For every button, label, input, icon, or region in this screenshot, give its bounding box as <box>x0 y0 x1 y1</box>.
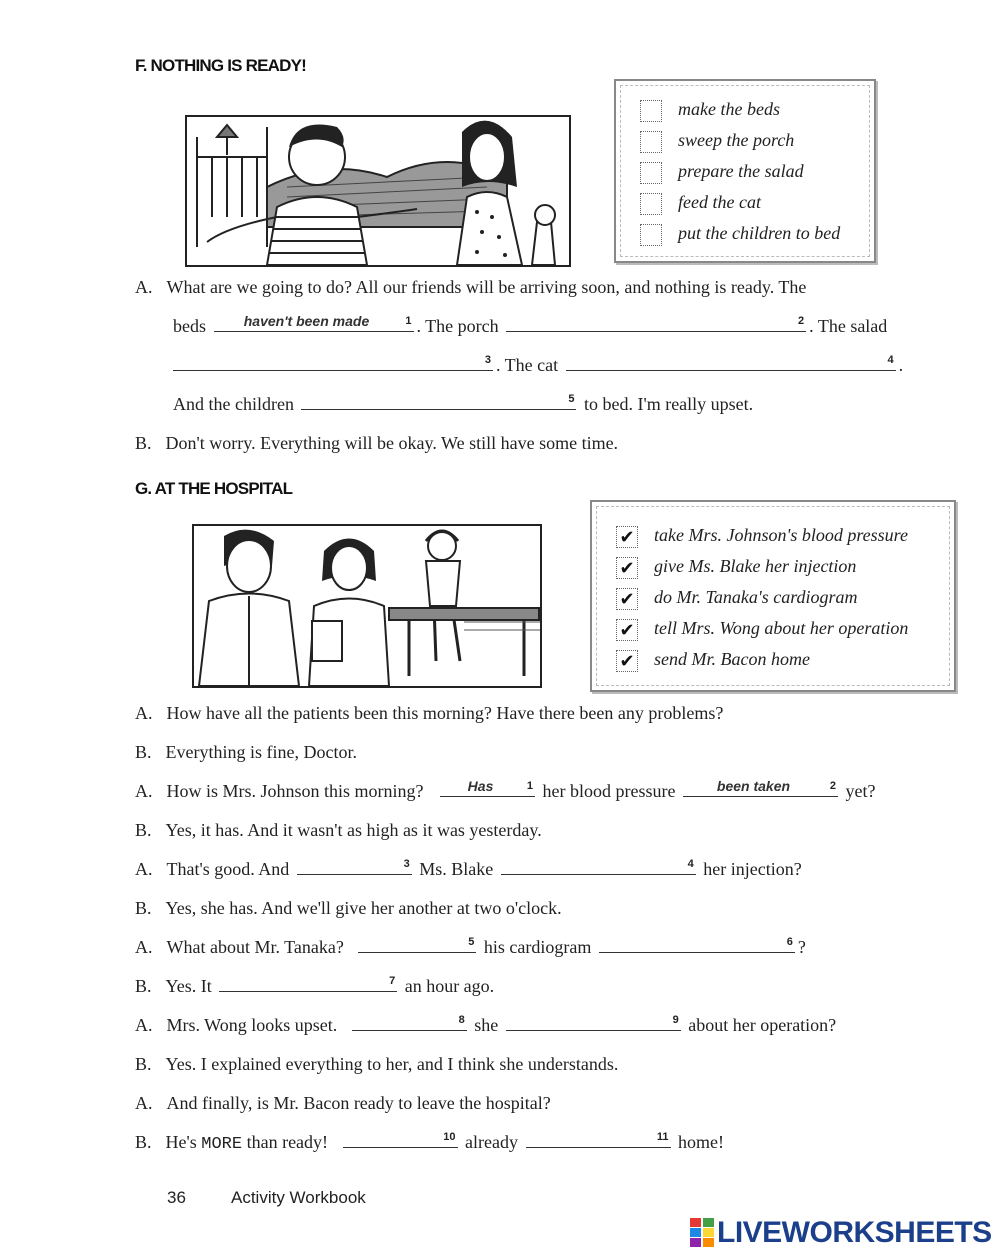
answer-blank-11[interactable]: 11 <box>526 1133 671 1148</box>
answer-blank-1[interactable]: Has 1 <box>440 782 535 797</box>
checklist-box-g <box>590 500 956 692</box>
answer-blank-3[interactable]: 3 <box>297 860 412 875</box>
dialogue-line: B. Yes, it has. And it wasn't as high as it was yesterday. <box>135 820 542 840</box>
checklist-item: feed the cat <box>678 192 761 213</box>
answer-blank-10[interactable]: 10 <box>343 1133 458 1148</box>
answer-blank-6[interactable]: 6 <box>599 938 795 953</box>
page-number: 36 <box>167 1188 186 1207</box>
dialogue-line: A. What about Mr. Tanaka? 5 his cardiogram 6 ? <box>135 936 806 957</box>
dialogue-line: A. And finally, is Mr. Bacon ready to leave the hospital? <box>135 1093 551 1113</box>
logo-text: LIVEWORKSHEETS <box>717 1216 992 1249</box>
checklist-item: prepare the salad <box>678 161 804 182</box>
dialogue-line: A. Mrs. Wong looks upset. 8 she 9 about her operation? <box>135 1014 837 1035</box>
illustration-couple-bedroom <box>185 115 571 267</box>
checklist-item: put the children to bed <box>678 223 840 244</box>
checklist-item: ✔ give Ms. Blake her injection <box>654 556 856 577</box>
hospital-drawing <box>194 526 540 686</box>
checkbox-checked[interactable]: ✔ <box>616 650 638 672</box>
section-g-title: G. AT THE HOSPITAL <box>135 479 293 498</box>
answer-blank-3[interactable]: 3 <box>173 356 493 371</box>
checklist-item: make the beds <box>678 99 780 120</box>
answer-blank-9[interactable]: 9 <box>506 1016 681 1031</box>
checkbox[interactable] <box>640 162 662 184</box>
checkbox[interactable] <box>640 100 662 122</box>
illustration-hospital <box>192 524 542 688</box>
dialogue-line: A. How is Mrs. Johnson this morning? Has 1 her blood pressure been taken 2 yet? <box>135 778 876 801</box>
checkbox[interactable] <box>640 193 662 215</box>
liveworksheets-logo <box>690 1216 992 1250</box>
answer-blank-2[interactable]: been taken 2 <box>683 782 838 797</box>
checkbox-checked[interactable]: ✔ <box>616 619 638 641</box>
checklist-item: ✔ tell Mrs. Wong about her operation <box>654 618 908 639</box>
liveworksheets-logo-icon <box>690 1218 714 1248</box>
dialogue-line: A. That's good. And 3 Ms. Blake 4 her injection? <box>135 858 802 879</box>
dialogue-line: B. He's MORE than ready! 10 already 11 home! <box>135 1131 724 1154</box>
checklist-item: ✔ do Mr. Tanaka's cardiogram <box>654 587 858 608</box>
checklist-item: ✔ take Mrs. Johnson's blood pressure <box>654 525 908 546</box>
checkbox-checked[interactable]: ✔ <box>616 526 638 548</box>
checklist-box-f <box>614 79 876 263</box>
dialogue-line: A. What are we going to do? All our friends will be arriving soon, and nothing is ready. The <box>135 277 807 297</box>
dialogue-line: And the children 5 to bed. I'm really upset. <box>173 393 754 414</box>
checklist-item: ✔ send Mr. Bacon home <box>654 649 810 670</box>
section-f-title: F. NOTHING IS READY! <box>135 56 307 75</box>
answer-blank-5[interactable]: 5 <box>301 395 576 410</box>
dialogue-line: B. Everything is fine, Doctor. <box>135 742 357 762</box>
checkbox[interactable] <box>640 131 662 153</box>
dialogue-line: A. How have all the patients been this morning? Have there been any problems? <box>135 703 724 723</box>
checkbox-checked[interactable]: ✔ <box>616 557 638 579</box>
checklist-item: sweep the porch <box>678 130 794 151</box>
answer-blank-8[interactable]: 8 <box>352 1016 467 1031</box>
dialogue-line: beds haven't been made 1 . The porch 2 . The salad <box>173 313 888 336</box>
dialogue-line: B. Don't worry. Everything will be okay. We still have some time. <box>135 433 619 453</box>
dialogue-line: B. Yes, she has. And we'll give her another at two o'clock. <box>135 898 562 918</box>
answer-blank-1[interactable]: haven't been made 1 <box>214 317 414 332</box>
dialogue-line: 3 . The cat 4 . <box>173 354 903 376</box>
answer-blank-2[interactable]: 2 <box>506 317 806 332</box>
answer-blank-7[interactable]: 7 <box>219 977 397 992</box>
answer-blank-5[interactable]: 5 <box>358 938 476 953</box>
couple-bedroom-drawing <box>187 117 569 265</box>
dialogue-line: B. Yes. I explained everything to her, and I think she understands. <box>135 1054 619 1074</box>
checkbox[interactable] <box>640 224 662 246</box>
dialogue-line: B. Yes. It 7 an hour ago. <box>135 975 495 996</box>
book-title: Activity Workbook <box>231 1188 366 1207</box>
checkbox-checked[interactable]: ✔ <box>616 588 638 610</box>
answer-blank-4[interactable]: 4 <box>501 860 696 875</box>
answer-blank-4[interactable]: 4 <box>566 356 896 371</box>
